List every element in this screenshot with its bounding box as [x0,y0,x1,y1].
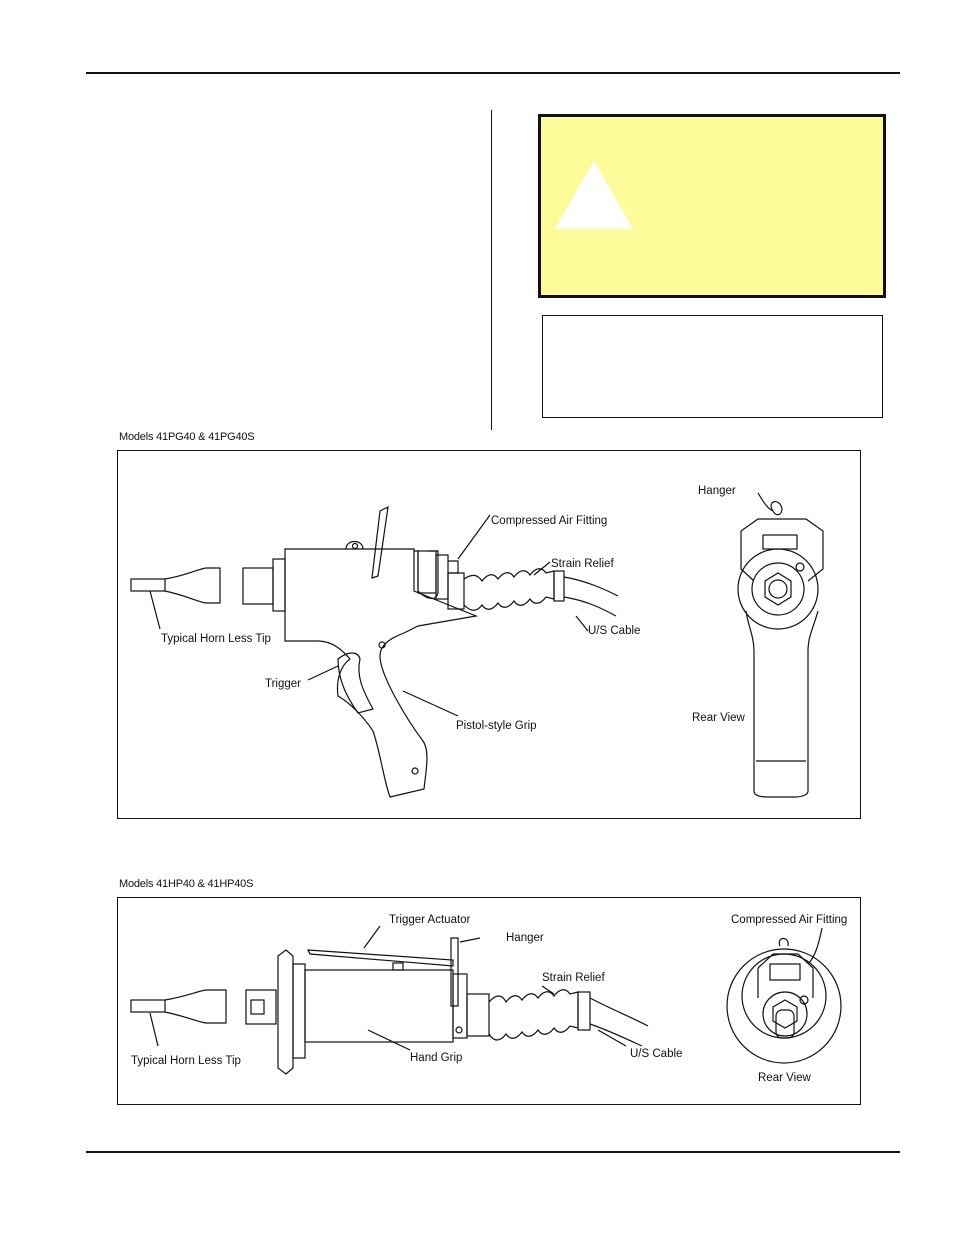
us-cable-drawing [564,577,618,616]
label-rear-view: Rear View [758,1072,811,1084]
strain-relief-drawing [467,990,590,1040]
note-box [542,315,883,418]
figure1-pistol-grip-handpiece [117,450,861,819]
figure1-caption: Models 41PG40 & 41PG40S [119,431,255,443]
label-us-cable: U/S Cable [630,1048,683,1060]
label-trigger: Trigger [265,678,301,690]
air-fitting-drawing [448,561,458,573]
label-strain-relief: Strain Relief [551,558,614,570]
strain-relief-drawing [448,569,564,611]
header-rule [86,72,900,74]
rear-view-drawing [727,939,841,1064]
rear-view-drawing [738,502,823,797]
label-hanger: Hanger [506,932,544,944]
label-typical-horn-less-tip: Typical Horn Less Tip [161,633,271,645]
label-strain-relief: Strain Relief [542,972,605,984]
front-nose-drawing [243,559,285,611]
label-hand-grip: Hand Grip [410,1052,463,1064]
trigger-actuator-drawing [308,950,453,966]
figure2-caption: Models 41HP40 & 41HP40S [119,878,254,890]
label-pistol-grip: Pistol-style Grip [456,720,537,732]
label-trigger-actuator: Trigger Actuator [389,914,471,926]
horn-tip-drawing [131,568,220,603]
label-typical-horn-less-tip: Typical Horn Less Tip [131,1055,241,1067]
figure1-drawing [118,451,860,818]
horn-tip-drawing [131,990,226,1023]
warning-box [538,114,886,298]
figure2-straight-handpiece [117,897,861,1105]
trigger-drawing [338,653,373,713]
footer-rule [86,1151,900,1153]
warning-triangle-icon [553,159,635,231]
flange-drawing [278,950,293,1074]
hand-grip-body [305,970,453,1042]
figure2-drawing [118,898,860,1104]
pistol-body-outline [285,549,476,797]
label-rear-view: Rear View [692,712,745,724]
label-us-cable: U/S Cable [588,625,641,637]
label-compressed-air-fitting: Compressed Air Fitting [491,515,608,527]
us-cable-drawing [590,998,648,1046]
label-hanger: Hanger [698,485,736,497]
column-divider [491,110,492,430]
hanger-drawing [451,938,458,1006]
label-compressed-air-fitting: Compressed Air Fitting [731,914,848,926]
